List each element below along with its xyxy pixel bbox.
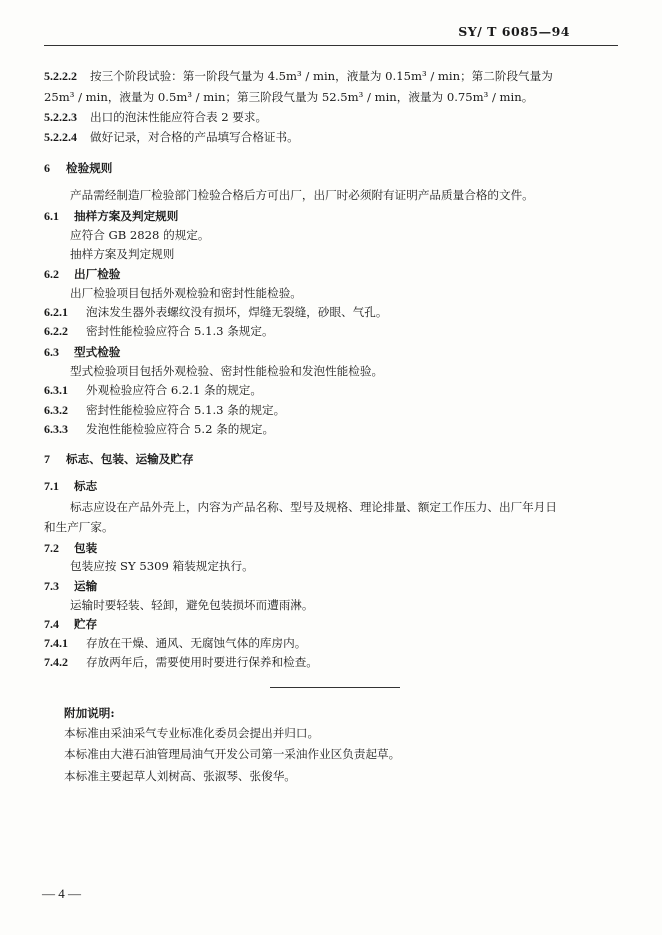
section-heading: 型式检验: [74, 345, 121, 359]
appendix-title: 附加说明:: [64, 706, 115, 720]
appendix-item: 本标准由采油采气专业标准化委员会提出并归口。: [64, 726, 320, 740]
body-text-line: 和生产厂家。: [44, 520, 114, 534]
section-number: 6.3.2: [44, 403, 68, 417]
section-heading: 出厂检验: [74, 267, 121, 281]
body-text-line: 运输时要轻装、轻卸，避免包装损坏而遭雨淋。: [70, 598, 314, 612]
body-text-line: 标志应设在产品外壳上，内容为产品名称、型号及规格、理论排量、额定工作压力、出厂年月日: [70, 500, 557, 514]
body-text-line: 存放在干燥、通风、无腐蚀气体的库房内。: [86, 636, 307, 650]
section-number: 6.3: [44, 345, 59, 359]
section-number: 6.1: [44, 209, 59, 223]
body-text-line: 发泡性能检验应符合 5.2 条的规定。: [86, 422, 275, 436]
body-text-line: 产品需经制造厂检验部门检验合格后方可出厂，出厂时必须附有证明产品质量合格的文件。: [70, 188, 534, 202]
section-number: 7.3: [44, 579, 59, 593]
section-heading: 运输: [74, 579, 98, 593]
section-heading: 包装: [74, 541, 98, 555]
body-text-line: 出厂检验项目包括外观检验和密封性能检验。: [70, 286, 302, 300]
header-rule: [44, 45, 618, 46]
appendix-item: 本标准主要起草人刘树高、张淑琴、张俊华。: [64, 769, 296, 783]
section-heading: 标志: [74, 479, 98, 493]
body-text-line: 按三个阶段试验：第一阶段气量为 4.5m³ / min，液量为 0.15m³ / min；第二阶段气量为: [90, 69, 553, 83]
body-text-line: 做好记录，对合格的产品填写合格证书。: [90, 130, 299, 144]
body-text-line: 25m³ / min，液量为 0.5m³ / min；第三阶段气量为 52.5m³ / min，液量为 0.75m³ / min。: [44, 90, 534, 104]
body-text-line: 存放两年后，需要使用时要进行保养和检查。: [86, 655, 318, 669]
body-text-line: 应符合 GB 2828 的规定。: [70, 228, 210, 242]
body-text-line: 包装应按 SY 5309 箱装规定执行。: [70, 559, 254, 573]
section-number: 6.3.1: [44, 383, 68, 397]
end-rule: [270, 687, 400, 688]
section-number: 6: [44, 161, 50, 175]
document-code-header: SY/ T 6085—94: [458, 24, 570, 39]
section-number: 7.1: [44, 479, 59, 493]
section-number: 6.3.3: [44, 422, 68, 436]
body-text-line: 抽样方案及判定规则: [70, 247, 175, 261]
appendix-item: 本标准由大港石油管理局油气开发公司第一采油作业区负责起草。: [64, 747, 401, 761]
section-number: 7.4: [44, 617, 59, 631]
body-text-line: 型式检验项目包括外观检验、密封性能检验和发泡性能检验。: [70, 364, 384, 378]
section-number: 5.2.2.2: [44, 69, 77, 83]
section-number: 7.2: [44, 541, 59, 555]
section-heading: 贮存: [74, 617, 98, 631]
section-number: 6.2: [44, 267, 59, 281]
body-text-line: 外观检验应符合 6.2.1 条的规定。: [86, 383, 262, 397]
section-number: 5.2.2.3: [44, 110, 77, 124]
body-text-line: 密封性能检验应符合 5.1.3 条的规定。: [86, 403, 286, 417]
section-number: 7.4.1: [44, 636, 68, 650]
page-number: — 4 —: [42, 886, 81, 901]
section-number: 7: [44, 452, 50, 466]
body-text-line: 出口的泡沫性能应符合表 2 要求。: [90, 110, 268, 124]
section-number: 6.2.2: [44, 324, 68, 338]
section-heading: 标志、包装、运输及贮存: [66, 452, 194, 466]
section-heading: 检验规则: [66, 161, 113, 175]
section-number: 6.2.1: [44, 305, 68, 319]
body-text-line: 泡沫发生器外表螺纹没有损坏，焊缝无裂缝，砂眼、气孔。: [86, 305, 388, 319]
section-heading: 抽样方案及判定规则: [74, 209, 179, 223]
body-text-line: 密封性能检验应符合 5.1.3 条规定。: [86, 324, 274, 338]
section-number: 7.4.2: [44, 655, 68, 669]
section-number: 5.2.2.4: [44, 130, 77, 144]
